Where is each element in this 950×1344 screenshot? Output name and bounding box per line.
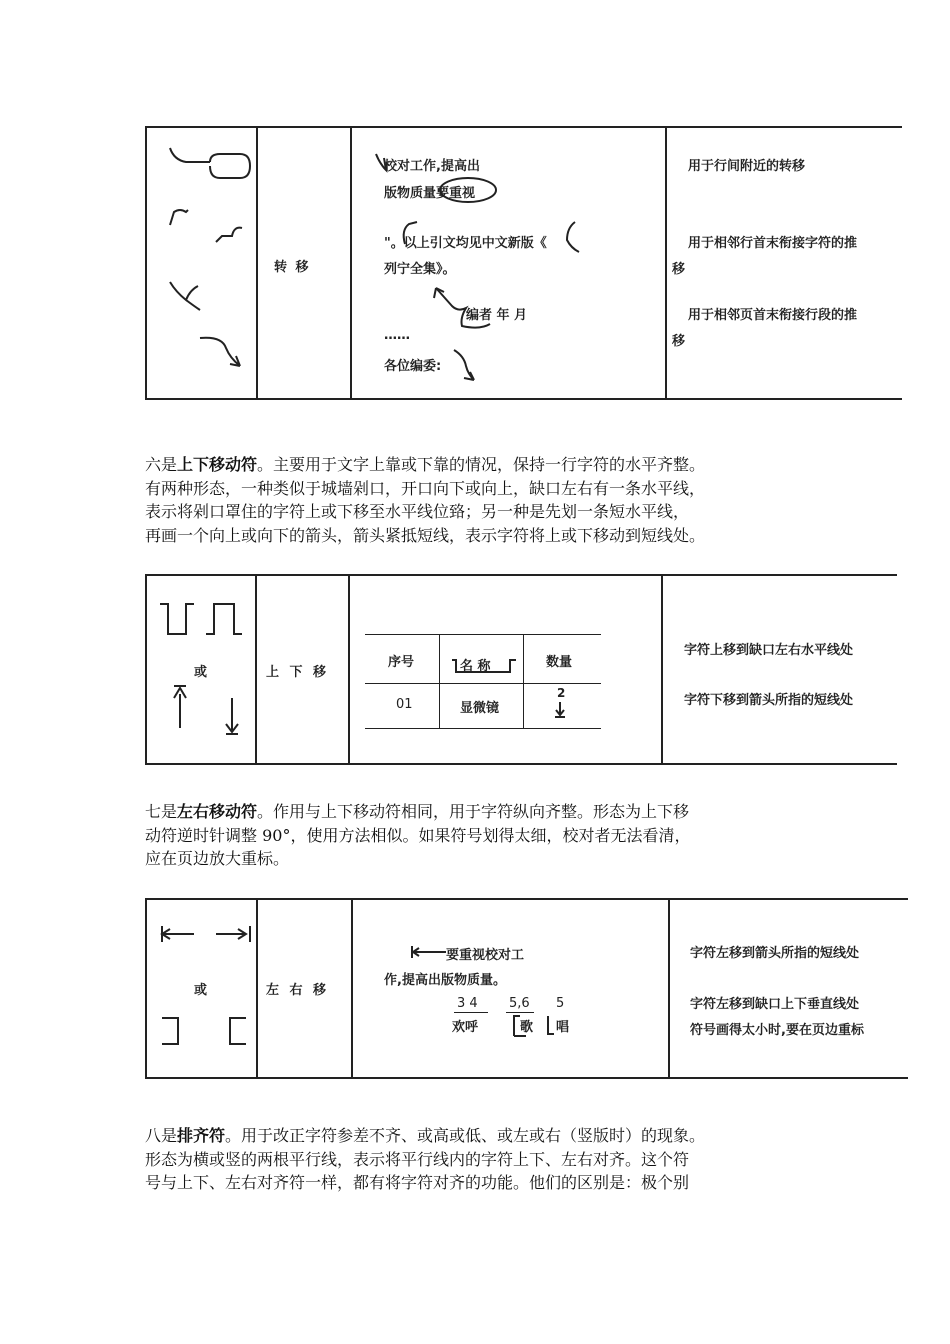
table3-num-1: 3 4 xyxy=(457,996,478,1011)
table3-num-3: 5 xyxy=(556,996,565,1011)
table3-desc-1: 字符左移到箭头所指的短线处 xyxy=(690,946,860,961)
para7-rest: 。作用与上下移动符相同，用于字符纵向齐整。形态为上下移 xyxy=(257,802,690,821)
table2-or: 或 xyxy=(194,665,208,680)
para6-line-3: 再画一个向上或向下的箭头，箭头紧抵短线，表示字符将上或下移动到短线处。 xyxy=(145,525,706,545)
table3-word-1: 欢呼 xyxy=(452,1020,479,1035)
table2-header-3: 数量 xyxy=(546,655,573,670)
table3-name: 左 右 移 xyxy=(266,983,330,998)
table3-example-1: 要重视校对工 xyxy=(446,948,525,963)
left-arrow-mark-icon xyxy=(408,944,448,960)
table1-example-3: "。以上引文均见中文新版《 xyxy=(384,236,547,251)
table1-example-4: 列宁全集》。 xyxy=(384,262,456,277)
table1-desc-2: 用于相邻行首末衔接字符的推 xyxy=(688,236,858,251)
para8-term: 排齐符 xyxy=(177,1126,226,1145)
table3-num-2: 5,6 xyxy=(509,996,530,1011)
table3-desc-3: 符号画得太小时,要在页边重标 xyxy=(690,1023,864,1038)
table1-example-5: 编者 年 月 xyxy=(466,308,528,323)
paragraph-align xyxy=(145,1124,825,1195)
table2-name: 上 下 移 xyxy=(266,665,330,680)
table1-name: 转 移 xyxy=(274,260,311,275)
quantity-down-arrow-icon xyxy=(552,700,572,720)
para8-line-2: 号与上下、左右对齐符一样，都有将字符对齐的功能。他们的区别是：极个别 xyxy=(145,1173,690,1192)
para6-line-1: 有两种形态，一种类似于城墙剁口，开口向下或向上，缺口左右有一条水平线， xyxy=(145,478,706,498)
table2-desc-2: 字符下移到箭头所指的短线处 xyxy=(684,693,854,708)
table3-example-2: 作,提高出版物质量。 xyxy=(384,973,506,988)
para8-lead: 八是 xyxy=(145,1126,178,1145)
para6-rest: 。主要用于文字上靠或下靠的情况，保持一行字符的水平齐整。 xyxy=(257,455,706,474)
para8-rest: 。用于改正字符参差不齐、或高或低、或左或右（竖版时）的现象。 xyxy=(225,1126,706,1145)
para8-line-1: 形态为横或竖的两根平行线，表示将平行线内的字符上下、左右对齐。这个符 xyxy=(145,1149,690,1169)
table1-desc-3: 移 xyxy=(672,262,686,277)
paragraph-horizontal-move xyxy=(145,800,825,871)
table3-or: 或 xyxy=(194,983,208,998)
para6-lead: 六是 xyxy=(145,455,178,474)
table1-example-7: 各位编委: xyxy=(384,359,442,374)
table1-desc-4: 用于相邻页首末衔接行段的推 xyxy=(688,308,858,323)
word-bracket-mark-icon xyxy=(510,1012,556,1042)
table3-word-2: 歌 xyxy=(520,1020,534,1035)
table2-header-2: 名 称 xyxy=(460,659,491,674)
para7-line-2: 应在页边放大重标。 xyxy=(145,849,290,868)
para7-term: 左右移动符 xyxy=(177,802,258,821)
table1-desc-1: 用于行间附近的转移 xyxy=(688,159,806,174)
table1-example-2: 版物质量要重视 xyxy=(384,186,476,201)
name-notch-mark-icon xyxy=(450,656,522,676)
para6-term: 上下移动符 xyxy=(177,455,258,474)
transfer-loop-mark-icon xyxy=(372,150,512,210)
table2-header-1: 序号 xyxy=(388,655,415,670)
table1-example-1: 校对工作,提高出 xyxy=(384,159,480,174)
para6-line-2: 表示将剁口罩住的字符上或下移至水平线位臵；另一种是先划一条短水平线， xyxy=(145,502,690,521)
transfer-symbols-icon xyxy=(160,140,255,390)
table2-cell-3: 2 xyxy=(557,686,566,700)
para7-lead: 七是 xyxy=(145,802,178,821)
table1-desc-5: 移 xyxy=(672,334,686,349)
transfer-end-mark-icon xyxy=(450,348,490,388)
paragraph-vertical-move xyxy=(145,453,825,547)
table3-word-3: 唱 xyxy=(556,1020,570,1035)
table2-desc-1: 字符上移到缺口左右水平线处 xyxy=(684,643,854,658)
table2-cell-2: 显微镜 xyxy=(460,701,500,716)
transfer-bracket-mark-icon xyxy=(395,218,595,258)
para7-line-1: 动符逆时针调整 90°，使用方法相似。如果符号划得太细，校对者无法看清， xyxy=(145,825,691,845)
table1-example-6: …… xyxy=(384,328,410,343)
table2-cell-1: 01 xyxy=(396,697,413,712)
table3-desc-2: 字符左移到缺口上下垂直线处 xyxy=(690,997,860,1012)
